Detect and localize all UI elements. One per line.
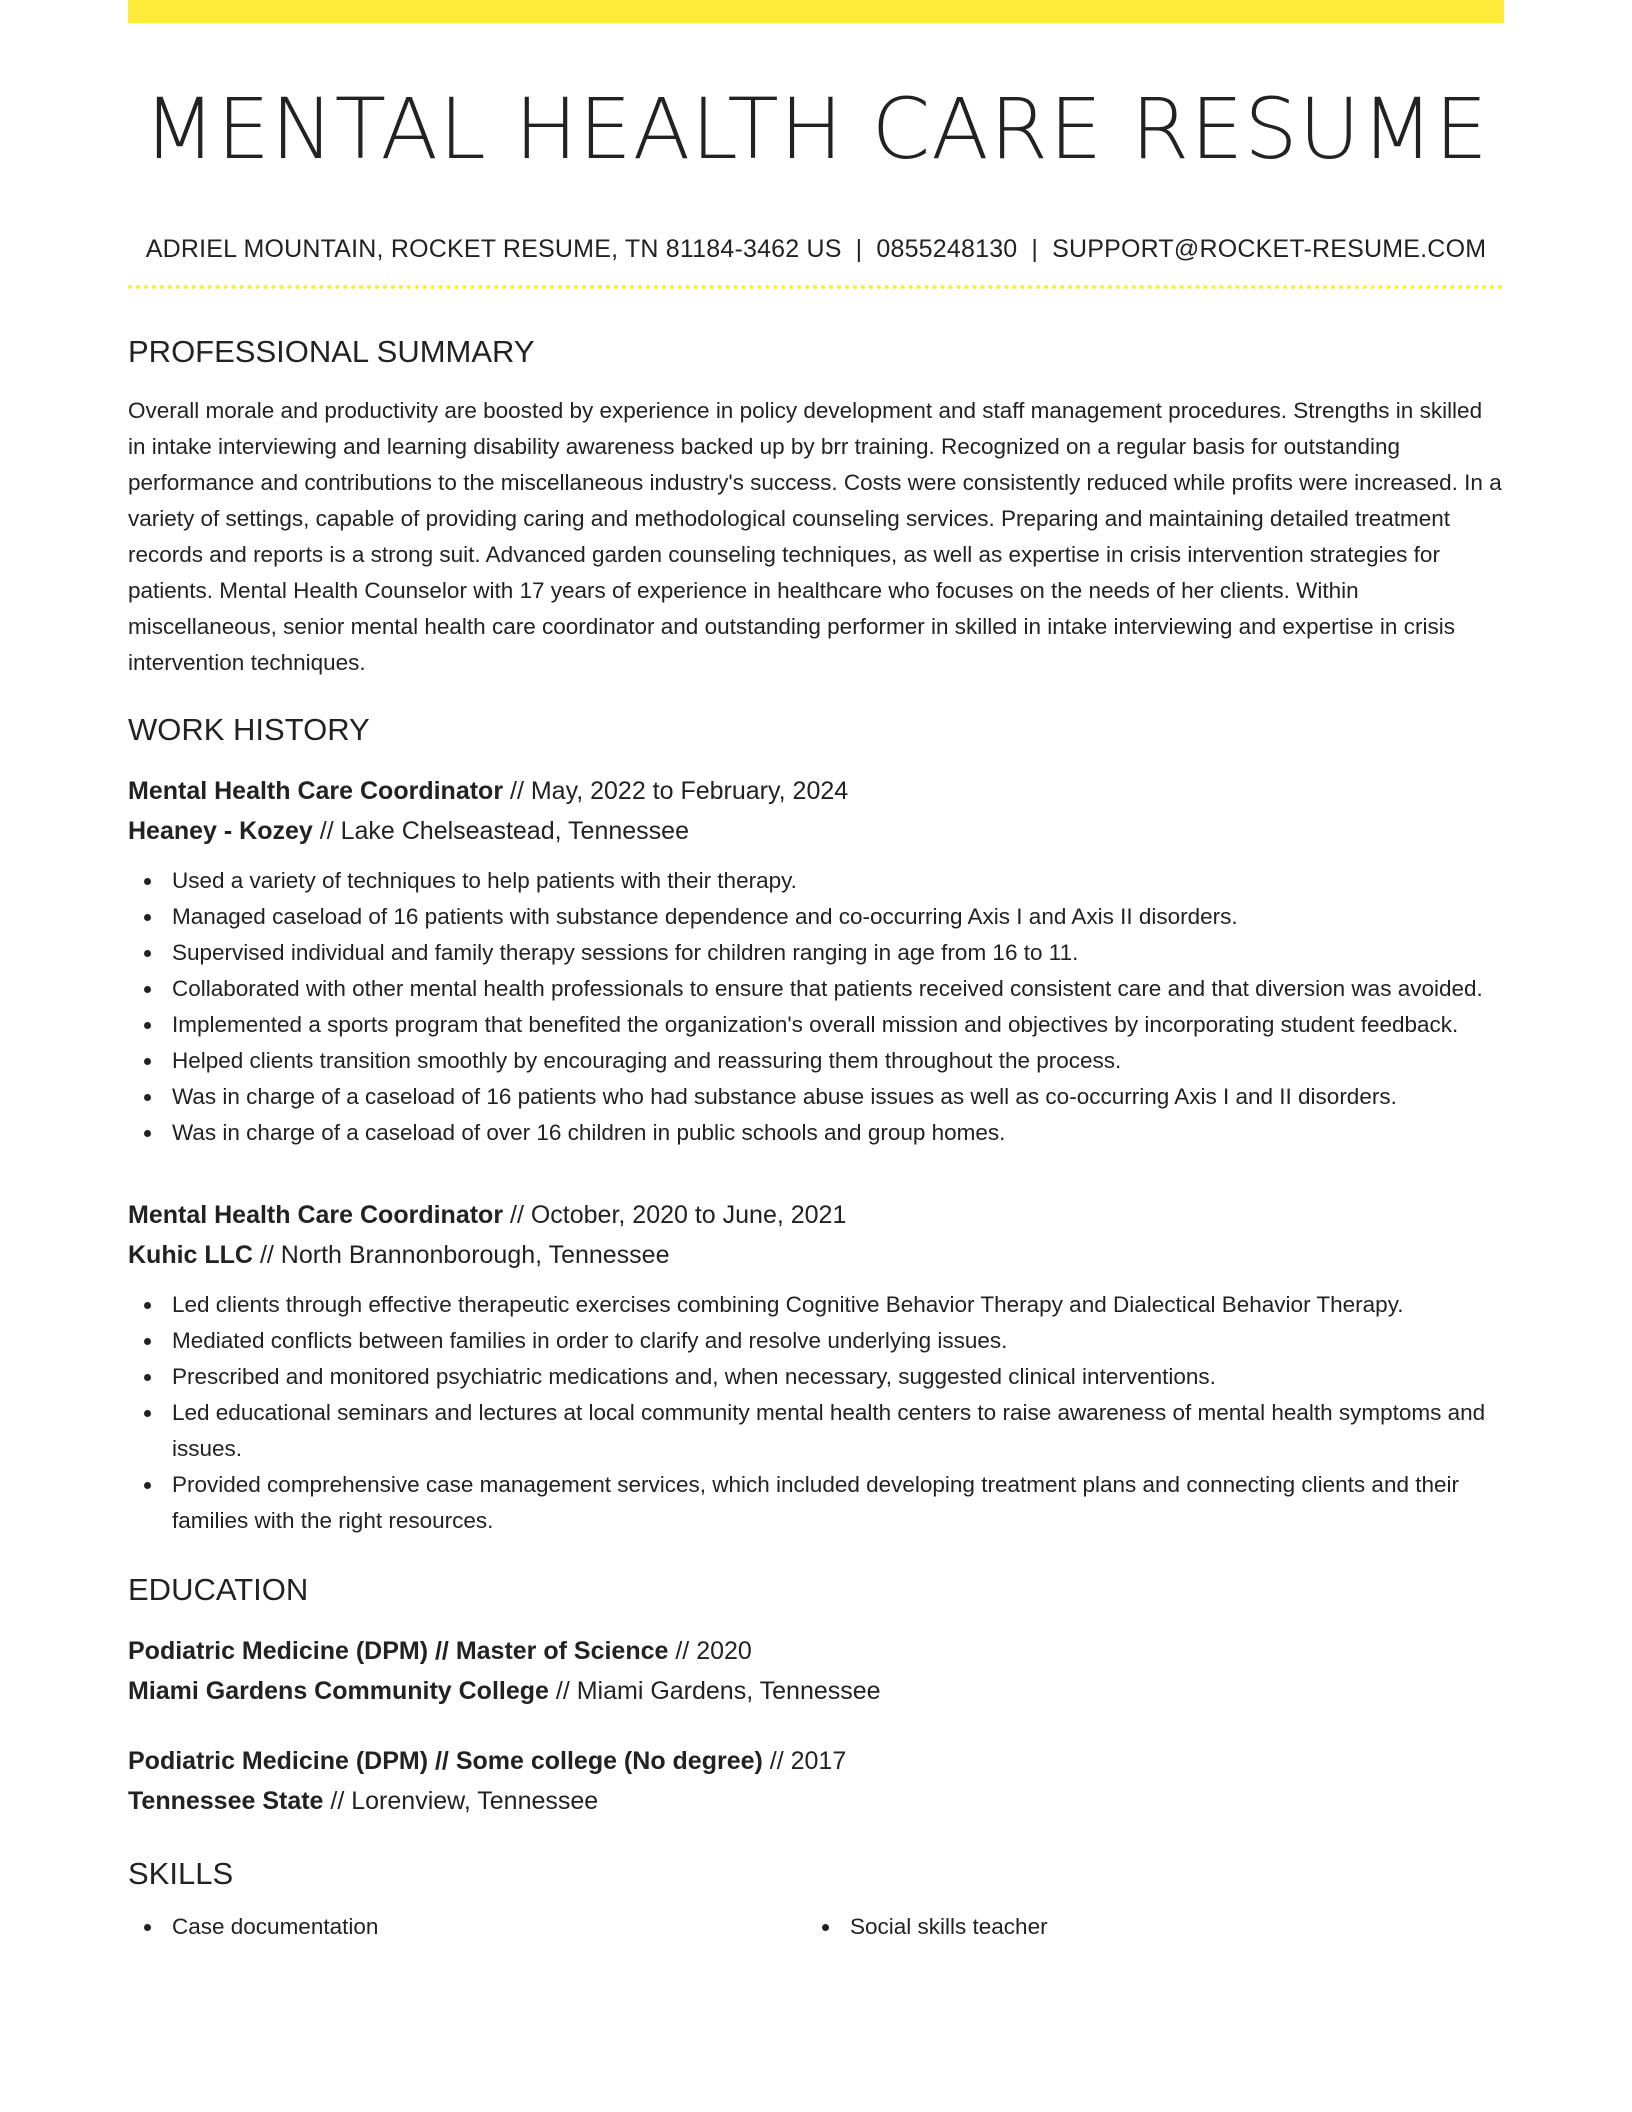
education-entry	[128, 1631, 1504, 1711]
list-item: Used a variety of techniques to help patients with their therapy.	[128, 863, 1504, 899]
contact-separator: |	[855, 235, 863, 263]
resume-title: MENTAL HEALTH CARE RESUME	[143, 80, 1489, 178]
education-degree: Podiatric Medicine (DPM) // Some college (No degree)	[128, 1747, 763, 1775]
education-school-line	[128, 1781, 1504, 1821]
education-year: // 2020	[668, 1637, 752, 1665]
education-school-line	[128, 1671, 1504, 1711]
list-item: Implemented a sports program that benefited the organization's overall mission and objectives by incorporating student feedback.	[128, 1007, 1504, 1043]
job-bullets	[128, 863, 1504, 1151]
resume-page	[128, 0, 1504, 1945]
list-item: Helped clients transition smoothly by encouraging and reassuring them throughout the process.	[128, 1043, 1504, 1079]
job-dates: // May, 2022 to February, 2024	[503, 777, 849, 805]
education-year: // 2017	[762, 1747, 847, 1775]
list-item: Mediated conflicts between families in order to clarify and resolve underlying issues.	[128, 1323, 1504, 1359]
list-item: Provided comprehensive case management services, which included developing treatment plans and connecting clients and their families with the right resources.	[128, 1467, 1504, 1539]
job-entry	[128, 771, 1504, 1151]
top-accent-bar	[128, 0, 1504, 23]
section-heading-summary: PROFESSIONAL SUMMARY	[128, 334, 535, 369]
job-company-line	[128, 811, 1504, 851]
skill-item: Social skills teacher	[806, 1909, 1484, 1945]
job-company: Heaney - Kozey	[128, 817, 313, 845]
job-company: Kuhic LLC	[128, 1241, 253, 1269]
summary-text: Overall morale and productivity are boosted by experience in policy development and staff management procedures. Strengths in skilled in intake interviewing and learning disability awareness backed up by brr training. Recognized on a regular basis for outstanding performance and contributions to the miscellaneous industry's success. Costs were consistently reduced while profits were increased. In a variety of settings, capable of providing caring and methodological counseling services. Preparing and maintaining detailed treatment records and reports is a strong suit. Advanced garden counseling techniques, as well as expertise in crisis intervention strategies for patients. Mental Health Counselor with 17 years of experience in healthcare who focuses on the needs of her clients. Within miscellaneous, senior mental health care coordinator and outstanding performer in skilled in intake interviewing and expertise in crisis intervention techniques.	[128, 398, 1502, 675]
skills-column-left	[128, 1909, 806, 1945]
section-heading-education: EDUCATION	[128, 1572, 309, 1607]
job-bullets	[128, 1287, 1504, 1539]
education-entry	[128, 1741, 1504, 1821]
job-title-line	[128, 771, 1504, 811]
job-entry	[128, 1195, 1504, 1539]
education-school: Miami Gardens Community College	[128, 1677, 549, 1705]
skill-item: Case documentation	[128, 1909, 806, 1945]
education-degree-line	[128, 1741, 1504, 1781]
education-location: // Lorenview, Tennessee	[323, 1787, 599, 1815]
job-company-line	[128, 1235, 1504, 1275]
list-item: Managed caseload of 16 patients with substance dependence and co-occurring Axis I and Axis II disorders.	[128, 899, 1504, 935]
contact-phone: 0855248130	[876, 235, 1018, 263]
skills-grid	[128, 1909, 1504, 1945]
education-school: Tennessee State	[128, 1787, 324, 1815]
list-item: Supervised individual and family therapy sessions for children ranging in age from 16 to 11.	[128, 935, 1504, 971]
section-heading-skills: SKILLS	[128, 1856, 234, 1891]
education-location: // Miami Gardens, Tennessee	[548, 1677, 881, 1705]
list-item: Prescribed and monitored psychiatric medications and, when necessary, suggested clinical interventions.	[128, 1359, 1504, 1395]
education-degree: Podiatric Medicine (DPM) // Master of Science	[128, 1637, 669, 1665]
job-location: // North Brannonborough, Tennessee	[253, 1241, 670, 1269]
job-title: Mental Health Care Coordinator	[128, 777, 504, 805]
contact-line	[128, 233, 1504, 265]
skills-column-right	[806, 1909, 1484, 1945]
contact-address: ADRIEL MOUNTAIN, ROCKET RESUME, TN 81184-3462 US	[145, 235, 842, 263]
list-item: Was in charge of a caseload of over 16 children in public schools and group homes.	[128, 1115, 1504, 1151]
job-title-line	[128, 1195, 1504, 1235]
list-item: Was in charge of a caseload of 16 patients who had substance abuse issues as well as co-occurring Axis I and II disorders.	[128, 1079, 1504, 1115]
job-title: Mental Health Care Coordinator	[128, 1201, 504, 1229]
education-degree-line	[128, 1631, 1504, 1671]
contact-separator: |	[1031, 235, 1039, 263]
skills-list	[128, 1909, 806, 1945]
list-item: Led clients through effective therapeutic exercises combining Cognitive Behavior Therapy and Dialectical Behavior Therapy.	[128, 1287, 1504, 1323]
list-item: Led educational seminars and lectures at local community mental health centers to raise awareness of mental health symptoms and issues.	[128, 1395, 1504, 1467]
list-item: Collaborated with other mental health professionals to ensure that patients received consistent care and that diversion was avoided.	[128, 971, 1504, 1007]
job-dates: // October, 2020 to June, 2021	[503, 1201, 847, 1229]
section-heading-work: WORK HISTORY	[128, 712, 370, 747]
contact-email: SUPPORT@ROCKET-RESUME.COM	[1052, 235, 1487, 263]
skills-list	[806, 1909, 1484, 1945]
dotted-divider	[128, 285, 1504, 289]
job-location: // Lake Chelseastead, Tennessee	[312, 817, 689, 845]
